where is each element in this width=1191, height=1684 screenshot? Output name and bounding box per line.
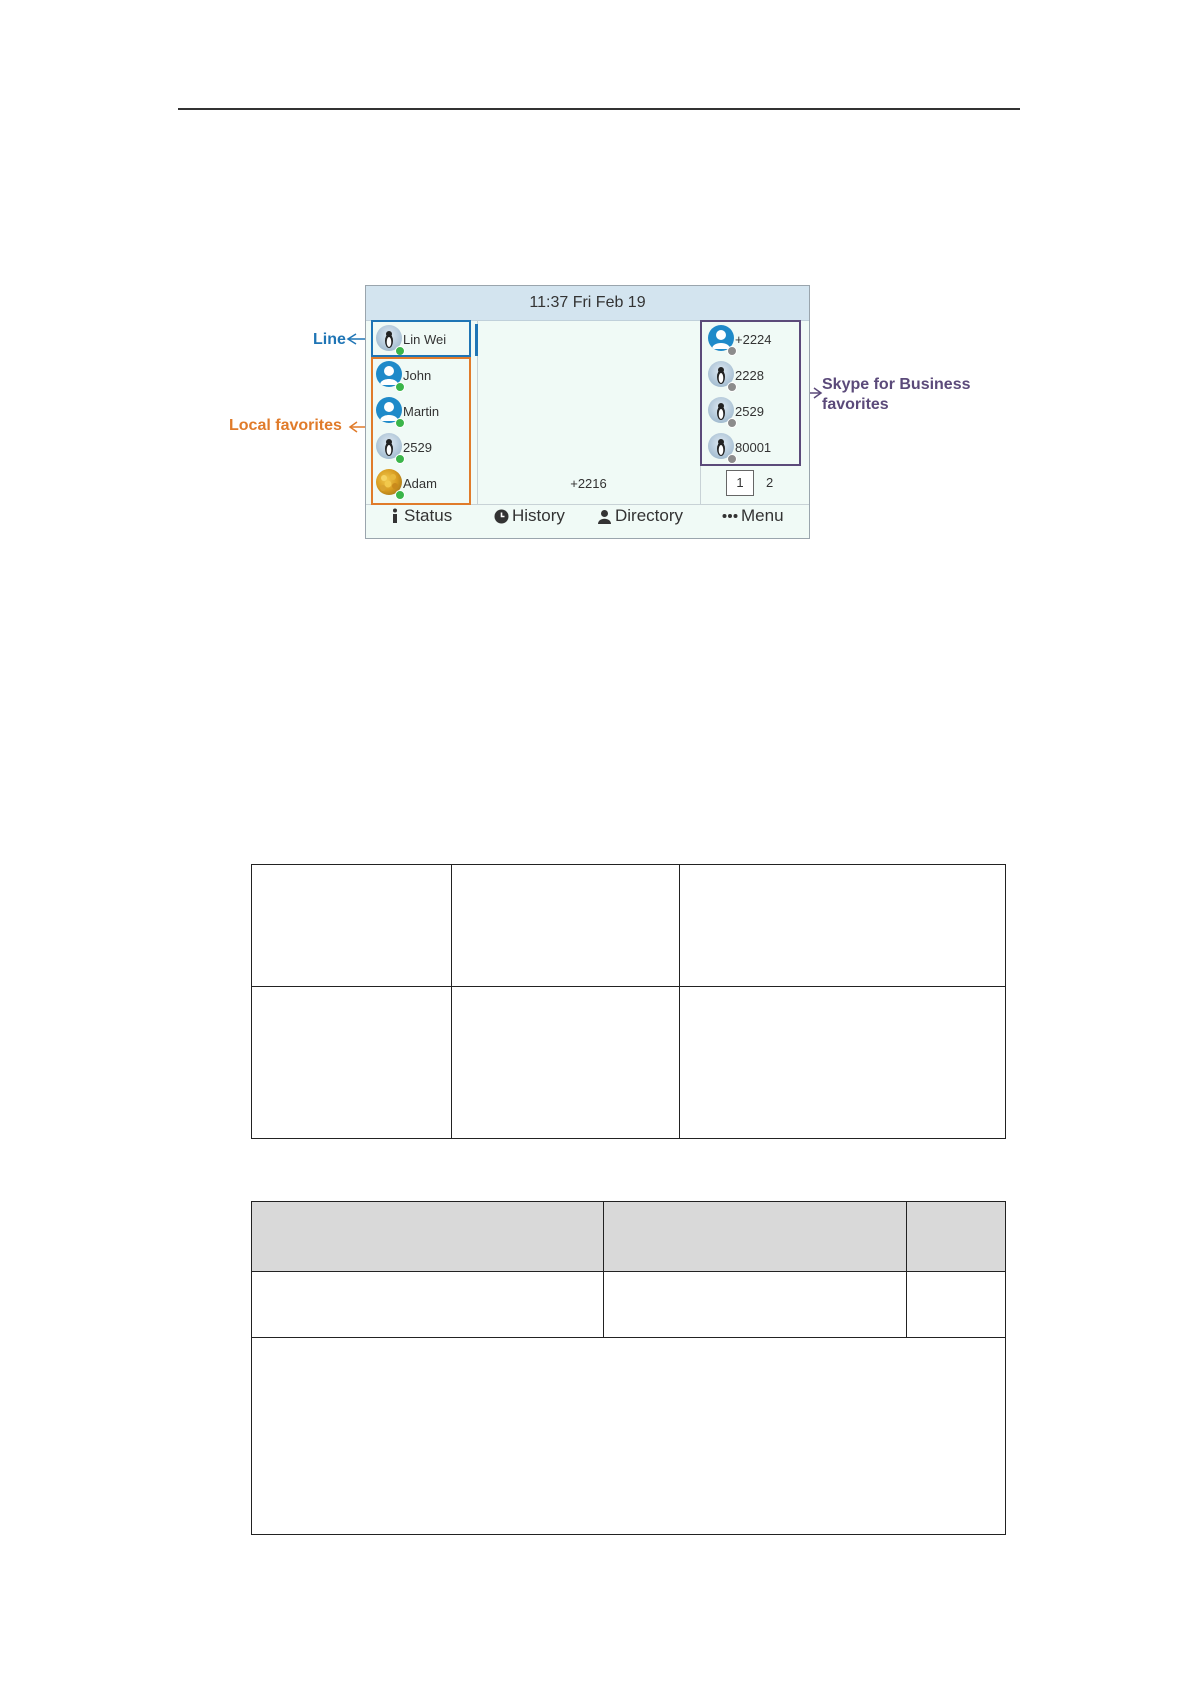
skype-favorites-highlight-box [700, 320, 801, 466]
favorite-label: John [403, 368, 432, 383]
table-row [252, 1338, 1006, 1535]
page-1-button[interactable]: 1 [726, 470, 754, 496]
table-row [252, 987, 1006, 1139]
softkey-label: History [512, 506, 565, 525]
callout-skype-line2: favorites [822, 396, 889, 413]
person-icon [597, 509, 612, 524]
callout-skype-line1: Skype for Business [822, 376, 971, 393]
line-key-label: Lin Wei [403, 332, 447, 347]
favorite-label: Martin [403, 404, 440, 419]
line-highlight-box [371, 320, 471, 357]
clock: 11:37 Fri Feb 19 [529, 294, 646, 311]
table-cell [252, 1338, 1006, 1535]
table-cell [907, 1272, 1006, 1338]
softkey-directory[interactable] [597, 506, 683, 526]
softkey-menu[interactable] [722, 506, 784, 526]
favorite-label: Adam [403, 476, 437, 491]
more-icon [722, 513, 738, 519]
favorite-label: 2529 [735, 404, 764, 419]
softkey-label: Status [404, 506, 453, 525]
table-header-cell [604, 1202, 907, 1272]
softkey-history[interactable] [494, 506, 565, 526]
table-cell [452, 987, 680, 1139]
table-header-cell [907, 1202, 1006, 1272]
line-indicator [475, 324, 478, 356]
table-2 [251, 1201, 1006, 1535]
table-cell [252, 865, 452, 987]
softkey-status[interactable] [389, 506, 452, 526]
table-cell [452, 865, 680, 987]
table-cell [252, 987, 452, 1139]
favorite-label: 2529 [403, 440, 432, 455]
callout-local-favorites: Local favorites [229, 417, 342, 434]
favorite-label: 2228 [735, 368, 764, 383]
page-2-button[interactable]: 2 [766, 475, 774, 490]
favorite-label: +2224 [735, 332, 772, 347]
softkey-label: Directory [615, 506, 684, 525]
phone-screen [365, 285, 810, 539]
info-icon [389, 508, 401, 524]
table-cell [680, 865, 1006, 987]
table-header-cell [252, 1202, 604, 1272]
table-cell [680, 987, 1006, 1139]
status-bar [366, 286, 809, 321]
dialed-number: +2216 [570, 476, 607, 491]
table-row [252, 865, 1006, 987]
softkey-label: Menu [741, 506, 784, 525]
clock-icon [494, 509, 509, 524]
table-cell [252, 1272, 604, 1338]
table-header-row [252, 1202, 1006, 1272]
table-1 [251, 864, 1006, 1139]
callout-line: Line [313, 331, 346, 348]
table-cell [604, 1272, 907, 1338]
favorite-label: 80001 [735, 440, 772, 455]
local-favorites-highlight-box [371, 357, 471, 505]
table-row [252, 1272, 1006, 1338]
